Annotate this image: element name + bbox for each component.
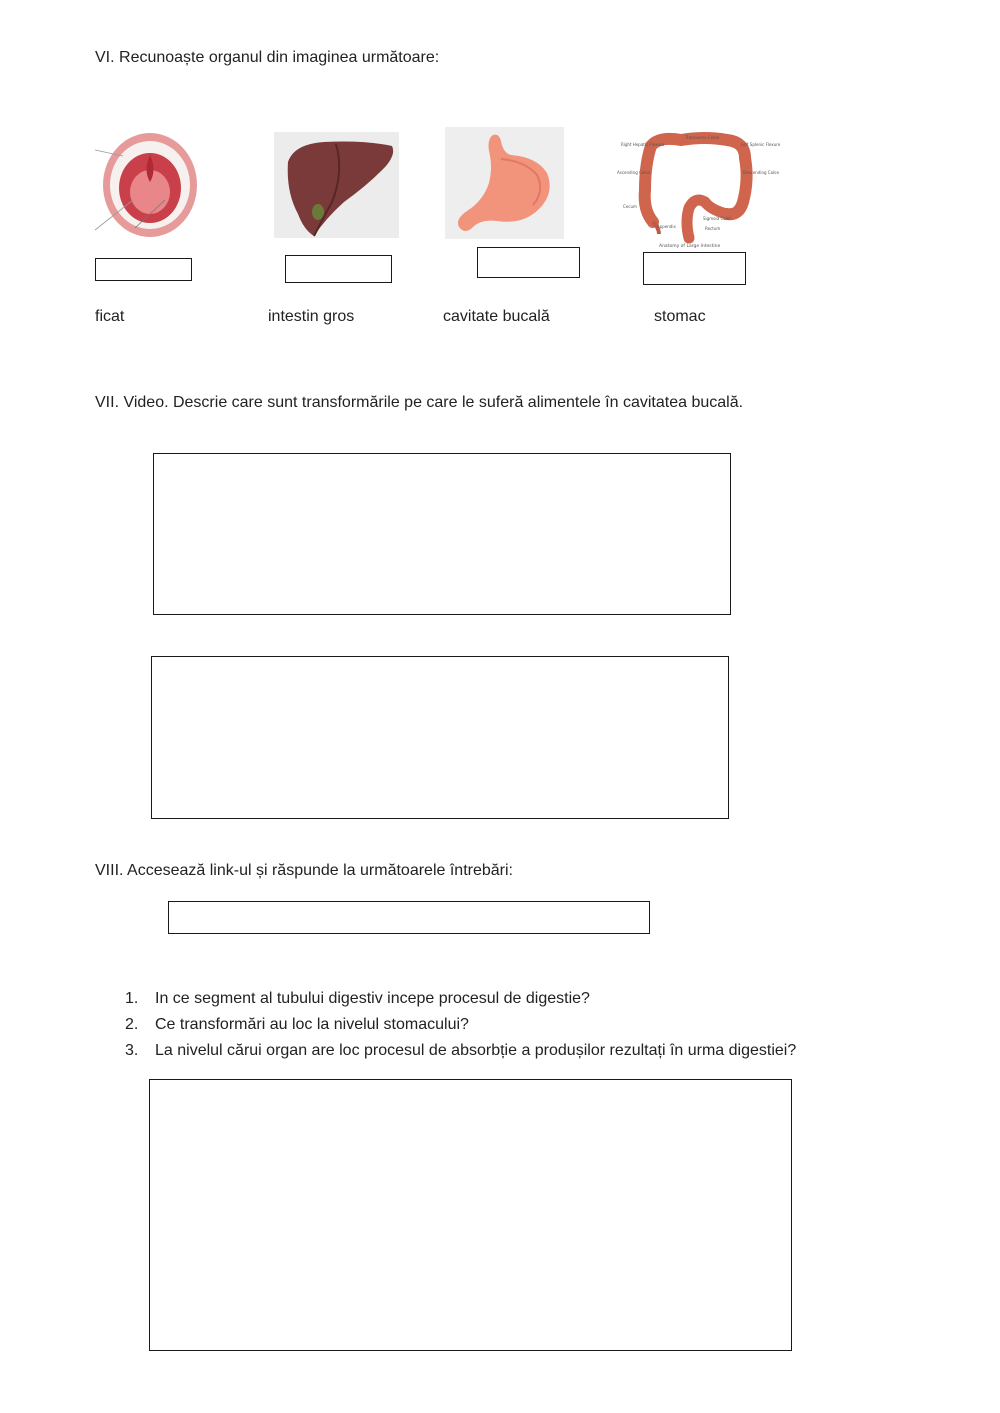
answer-area-section-8[interactable] [149,1079,792,1351]
label-sigmoid-colon: Sigmoid Colon [703,216,732,221]
word-option-3[interactable]: cavitate bucală [443,308,550,325]
label-appendix: Appendix [657,224,676,229]
label-ascending-colon: Ascending Colon [617,170,651,175]
label-splenic-flexure: Left Splenic Flexure [741,142,781,147]
answer-area-section-7[interactable] [151,656,729,819]
label-cecum: Cecum [623,204,637,209]
question-text: In ce segment al tubului digestiv incepe procesul de digestie? [155,990,590,1007]
section-7-heading: VII. Video. Descrie care sunt transformările pe care le suferă alimentele în cavitatea bucală. [95,394,744,411]
label-transverse-colon: Transverse Colon [685,135,720,140]
large-intestine-image [615,130,781,250]
answer-box-2[interactable] [285,255,392,283]
word-option-2[interactable]: intestin gros [268,308,355,325]
mouth-cavity-icon [95,130,205,240]
answer-box-3[interactable] [477,247,580,278]
answer-box-4[interactable] [643,252,746,285]
question-text: La nivelul cărui organ are loc procesul de absorbție a produșilor rezultați în urma digestiei? [155,1042,797,1059]
liver-icon [274,132,399,238]
section-6-heading: VI. Recunoaște organul din imaginea următoare: [95,49,440,66]
word-option-4[interactable]: stomac [654,308,706,325]
link-box[interactable] [168,901,650,934]
question-number: 3. [125,1042,139,1059]
large-intestine-icon [615,130,781,250]
label-descending-colon: Descending Colon [743,170,780,175]
word-option-1[interactable]: ficat [95,308,125,325]
answer-box-1[interactable] [95,258,192,281]
video-box[interactable] [153,453,731,615]
mouth-cavity-image [95,130,205,240]
label-hepatic-flexure: Right Hepatic Flexure [621,142,665,147]
stomach-image [445,127,564,239]
question-number: 2. [125,1016,139,1033]
label-rectum: Rectum [705,226,721,231]
question-number: 1. [125,990,139,1007]
question-text: Ce transformări au loc la nivelul stomacului? [155,1016,469,1033]
liver-image [274,132,399,238]
stomach-icon [445,127,564,239]
diagram-caption: Anatomy of Large Intestine [659,244,721,249]
section-8-heading: VIII. Accesează link-ul și răspunde la următoarele întrebări: [95,862,513,879]
